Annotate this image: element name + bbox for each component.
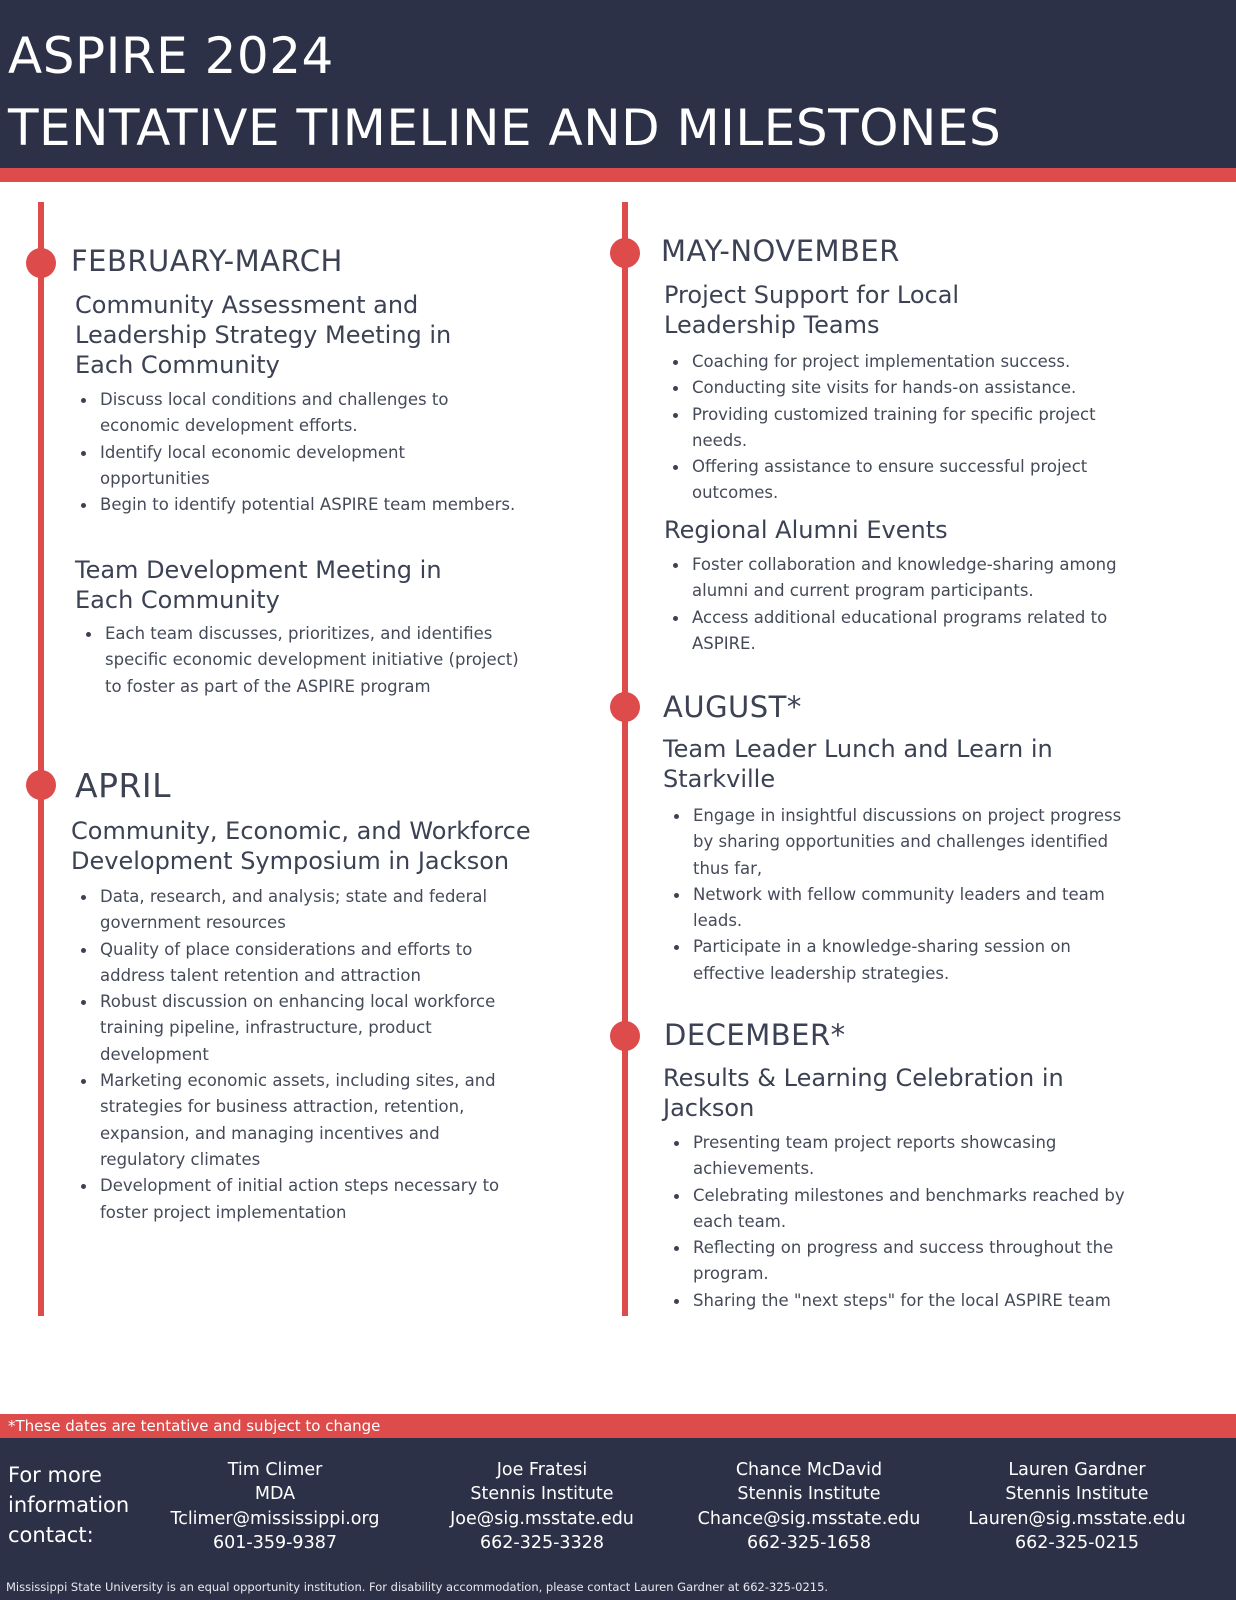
contact-card-joe-fratesi (417, 1458, 667, 1555)
list-alumni-events (668, 552, 1138, 657)
list-lunch-and-learn (669, 803, 1129, 987)
list-symposium (76, 884, 516, 1226)
list-item: Sharing the "next steps" for the local ASPIRE team (669, 1288, 1149, 1314)
contact-phone: 662-325-3328 (480, 1532, 604, 1553)
right-timeline-line (622, 202, 628, 1316)
list-item: Marketing economic assets, including sites, and strategies for business attraction, retention, expansion, and managing incentives and regulatory climates (76, 1068, 516, 1173)
disclaimer: Mississippi State University is an equal opportunity institution. For disability accommodation, please contact Lauren Gardner at 662-325-0215. (6, 1580, 829, 1594)
contact-phone: 601-359-9387 (213, 1532, 337, 1553)
timeline-dot-december (610, 1021, 640, 1051)
section-title-lunch-and-learn: Team Leader Lunch and Learn in Starkville (663, 735, 1053, 793)
period-april: APRIL (75, 766, 172, 805)
list-celebration (669, 1130, 1149, 1314)
contact-org: Stennis Institute (470, 1484, 614, 1505)
section-title-community-assessment: Community Assessment and Leadership Strategy Meeting in Each Community (75, 291, 452, 379)
list-item: Coaching for project implementation success. (668, 349, 1128, 375)
contact-email[interactable]: Joe@sig.msstate.edu (450, 1508, 634, 1529)
timeline-dot-april (26, 770, 56, 800)
period-august: AUGUST* (663, 690, 802, 724)
contact-name: Tim Climer (227, 1460, 323, 1480)
contact-footer (0, 1438, 1236, 1600)
contact-card-tim-climer (150, 1458, 400, 1555)
list-item: Conducting site visits for hands-on assistance. (668, 375, 1128, 401)
contact-email[interactable]: Tclimer@mississippi.org (170, 1508, 380, 1529)
list-team-development (81, 621, 521, 700)
list-item: Engage in insightful discussions on project progress by sharing opportunities and challenges identified thus far, (669, 803, 1129, 882)
section-title-symposium: Community, Economic, and Workforce Development Symposium in Jackson (71, 817, 531, 875)
list-item: Development of initial action steps necessary to foster project implementation (76, 1173, 516, 1226)
contact-email[interactable]: Lauren@sig.msstate.edu (968, 1508, 1186, 1529)
list-item: Reflecting on progress and success throughout the program. (669, 1235, 1149, 1288)
timeline-dot-may-nov (610, 238, 640, 268)
list-item: Robust discussion on enhancing local workforce training pipeline, infrastructure, product development (76, 989, 516, 1068)
contact-name: Chance McDavid (735, 1460, 883, 1480)
period-may-nov: MAY-NOVEMBER (661, 234, 900, 268)
period-feb-march: FEBRUARY-MARCH (71, 244, 343, 278)
left-timeline-line (38, 202, 44, 1316)
list-item: Quality of place considerations and efforts to address talent retention and attraction (76, 937, 516, 990)
list-item: Begin to identify potential ASPIRE team members. (76, 492, 516, 518)
tentative-note: *These dates are tentative and subject to change (8, 1417, 381, 1435)
section-title-team-development: Team Development Meeting in Each Community (75, 556, 442, 614)
tentative-note-bar (0, 1414, 1236, 1438)
contact-label: For more information contact: (8, 1463, 130, 1547)
contact-card-chance-mcdavid (684, 1458, 934, 1555)
list-item: Data, research, and analysis; state and federal government resources (76, 884, 516, 937)
list-item: Participate in a knowledge-sharing session on effective leadership strategies. (669, 934, 1129, 987)
timeline-dot-feb-march (26, 248, 56, 278)
page-subtitle: TENTATIVE TIMELINE AND MILESTONES (8, 99, 1002, 157)
list-item: Identify local economic development opportunities (76, 440, 516, 493)
header-accent-bar (0, 168, 1236, 182)
list-item: Access additional educational programs related to ASPIRE. (668, 605, 1138, 658)
page-title: ASPIRE 2024 (8, 27, 334, 85)
list-item: Providing customized training for specific project needs. (668, 402, 1128, 455)
list-item: Discuss local conditions and challenges to economic development efforts. (76, 387, 516, 440)
section-title-project-support: Project Support for Local Leadership Teams (664, 281, 960, 339)
list-item: Each team discusses, prioritizes, and identifies specific economic development initiative (project) to foster as part of the ASPIRE program (81, 621, 521, 700)
contact-phone: 662-325-0215 (1015, 1532, 1139, 1553)
list-item: Network with fellow community leaders and team leads. (669, 882, 1129, 935)
period-december: DECEMBER* (664, 1018, 846, 1052)
list-item: Foster collaboration and knowledge-sharing among alumni and current program participants. (668, 552, 1138, 605)
contact-org: Stennis Institute (737, 1484, 881, 1505)
contact-name: Joe Fratesi (496, 1460, 588, 1480)
list-item: Celebrating milestones and benchmarks reached by each team. (669, 1183, 1149, 1236)
contact-email[interactable]: Chance@sig.msstate.edu (697, 1508, 921, 1529)
list-item: Offering assistance to ensure successful project outcomes. (668, 454, 1128, 507)
contact-org: Stennis Institute (1005, 1484, 1149, 1505)
list-project-support (668, 349, 1128, 507)
contact-phone: 662-325-1658 (747, 1532, 871, 1553)
section-title-alumni-events: Regional Alumni Events (664, 516, 948, 544)
contact-name: Lauren Gardner (1008, 1460, 1146, 1480)
page-header (0, 0, 1236, 168)
section-title-celebration: Results & Learning Celebration in Jackson (663, 1064, 1064, 1122)
contact-org: MDA (254, 1484, 296, 1505)
list-community-assessment (76, 387, 516, 518)
list-item: Presenting team project reports showcasing achievements. (669, 1130, 1149, 1183)
contact-card-lauren-gardner (952, 1458, 1202, 1555)
timeline-dot-august (610, 692, 640, 722)
